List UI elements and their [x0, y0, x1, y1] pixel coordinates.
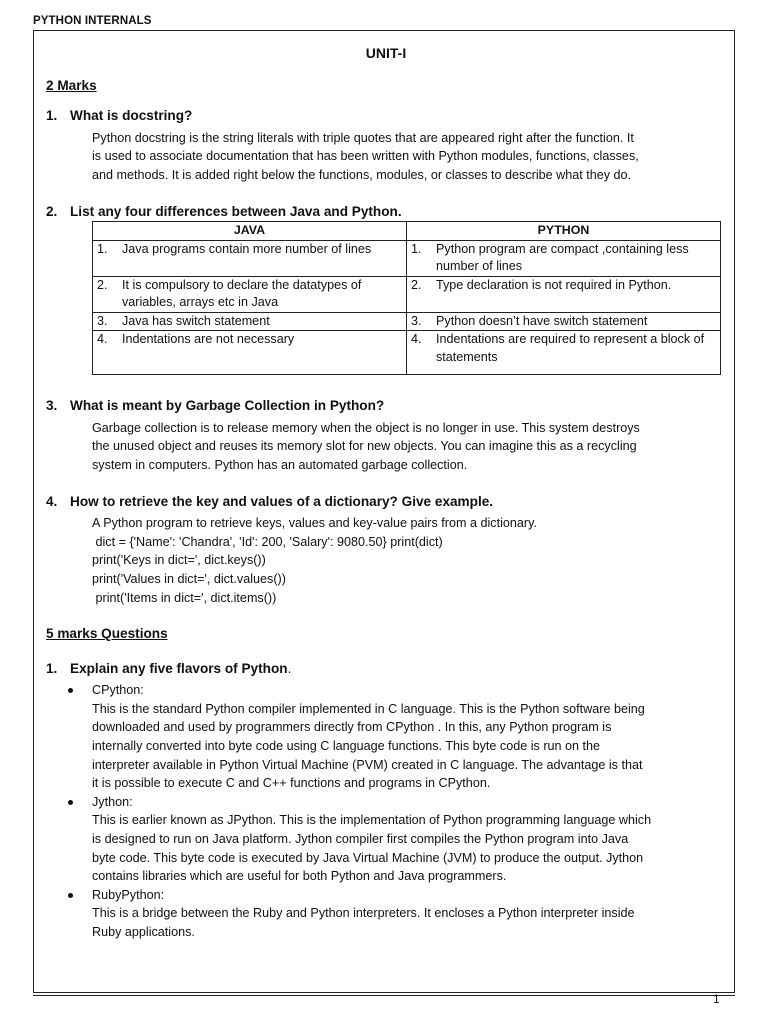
- question-number: 2.: [46, 203, 58, 219]
- list-item: [46, 681, 726, 793]
- flavor-name: RubyPython:: [92, 887, 165, 902]
- item-number: 2.: [411, 277, 422, 292]
- table-cell-java: [93, 240, 407, 276]
- table-cell-python: [407, 276, 721, 312]
- cell-text: Java programs contain more number of lines: [122, 241, 372, 256]
- item-number: 3.: [97, 313, 108, 328]
- section-title-5-marks: 5 marks Questions: [46, 626, 168, 642]
- cell-text: Java has switch statement: [122, 313, 270, 328]
- table-cell-python: [407, 312, 721, 331]
- page-number: 1: [713, 992, 720, 1006]
- document-body: [46, 44, 726, 942]
- page-border-double-line: [33, 995, 735, 996]
- question-number: 4.: [46, 493, 58, 509]
- code-line: print('Values in dict=', dict.values()): [92, 571, 286, 586]
- unit-title: UNIT-I: [365, 45, 407, 61]
- question-text: What is meant by Garbage Collection in Python?: [70, 398, 385, 414]
- question-text: What is docstring?: [70, 108, 193, 124]
- list-item: [46, 793, 726, 886]
- table-cell-java: [93, 276, 407, 312]
- java-python-comparison-table: [92, 221, 721, 375]
- question-text: List any four differences between Java and Python.: [70, 203, 402, 219]
- question-number: 1.: [46, 660, 58, 676]
- answer-line: system in computers. Python has an automated garbage collection.: [92, 457, 468, 472]
- code-line: print('Items in dict=', dict.items()): [92, 590, 277, 605]
- table-cell-java: [93, 312, 407, 331]
- bullet-icon: [68, 688, 73, 693]
- answer-line: Python docstring is the string literals with triple quotes that are appeared right after the function. It: [92, 130, 634, 145]
- table-row: [93, 240, 721, 276]
- column-header-java: JAVA: [93, 222, 407, 241]
- flavor-line: contains libraries which are useful for both Python and Java programmers.: [92, 869, 507, 884]
- answer-line: the unused object and reuses its memory slot for new objects. You can imagine this as a recycling: [92, 439, 637, 454]
- code-example: [46, 533, 726, 607]
- flavor-line: internally converted into byte code using C language functions. This byte code is run on the: [92, 739, 601, 754]
- table-row: [93, 331, 721, 375]
- section-title-2-marks: 2 Marks: [46, 77, 97, 93]
- answer-line: Garbage collection is to release memory when the object is no longer in use. This system destroys: [92, 420, 640, 435]
- table-row: [93, 312, 721, 331]
- table-cell-java: [93, 331, 407, 375]
- flavor-line: This is the standard Python compiler implemented in C language. This is the Python software being: [92, 701, 645, 716]
- code-line: dict = {'Name': 'Chandra', 'Id': 200, 'Salary': 9080.50} print(dict): [92, 534, 443, 549]
- cell-text: Indentations are not necessary: [122, 332, 295, 347]
- question-suffix: .: [287, 660, 292, 676]
- answer-line: is used to associate documentation that has been written with Python modules, functions, classes,: [92, 149, 639, 164]
- flavor-line: it is possible to execute C and C++ functions and programs in CPython.: [92, 776, 491, 791]
- bullet-icon: [68, 800, 73, 805]
- question-text: How to retrieve the key and values of a dictionary? Give example.: [70, 493, 494, 509]
- question-number: 3.: [46, 398, 58, 414]
- cell-text: It is compulsory to declare the datatypes of variables, arrays etc in Java: [122, 277, 362, 310]
- table-header-row: [93, 222, 721, 241]
- flavor-line: downloaded and used by programmers directly from CPython . In this, any Python program is: [92, 720, 612, 735]
- cell-text: Indentations are required to represent a block of statements: [436, 332, 705, 364]
- running-head: PYTHON INTERNALS: [33, 15, 152, 27]
- flavor-name: Jython:: [92, 794, 133, 809]
- answer-line: and methods. It is added right below the functions, modules, or classes to describe what they do.: [92, 167, 632, 182]
- item-number: 2.: [97, 277, 108, 292]
- column-header-python: PYTHON: [407, 222, 721, 241]
- flavor-line: Ruby applications.: [92, 925, 195, 939]
- question-text: Explain any five flavors of Python: [70, 660, 288, 676]
- flavor-line: This is earlier known as JPython. This is the implementation of Python programming language which: [92, 813, 652, 828]
- bullet-icon: [68, 893, 73, 898]
- item-number: 3.: [411, 313, 422, 328]
- item-number: 4.: [411, 332, 422, 347]
- code-line: print('Keys in dict=', dict.keys()): [92, 553, 266, 568]
- list-item: [46, 886, 726, 942]
- flavor-name: CPython:: [92, 683, 144, 698]
- question-1-heading: [46, 107, 726, 126]
- item-number: 1.: [97, 241, 108, 256]
- cell-text: Python doesn’t have switch statement: [436, 313, 648, 328]
- table-cell-python: [407, 331, 721, 375]
- flavor-line: is designed to run on Java platform. Jython compiler first compiles the Python program into Java: [92, 832, 629, 847]
- question-number: 1.: [46, 108, 58, 124]
- answer-intro: A Python program to retrieve keys, values and key-value pairs from a dictionary.: [92, 516, 537, 531]
- cell-text: Python program are compact ,containing less number of lines: [436, 241, 689, 274]
- flavor-line: This is a bridge between the Ruby and Python interpreters. It encloses a Python interpreter inside: [92, 906, 635, 921]
- item-number: 4.: [97, 332, 108, 347]
- table-row: [93, 276, 721, 312]
- question-3-heading: [46, 397, 726, 416]
- table-cell-python: [407, 240, 721, 276]
- flavor-line: interpreter available in Python Virtual Machine (PVM) created in C language. The advantage is that: [92, 757, 643, 772]
- cell-text: Type declaration is not required in Python.: [436, 277, 672, 292]
- flavor-line: byte code. This byte code is executed by Java Virtual Machine (JVM) to produce the output. Jython: [92, 850, 644, 865]
- python-flavors-list: [46, 681, 726, 941]
- question-4-heading: [46, 493, 726, 512]
- item-number: 1.: [411, 241, 422, 256]
- question-5m-1-heading: [46, 660, 726, 679]
- question-2-heading: [46, 203, 726, 222]
